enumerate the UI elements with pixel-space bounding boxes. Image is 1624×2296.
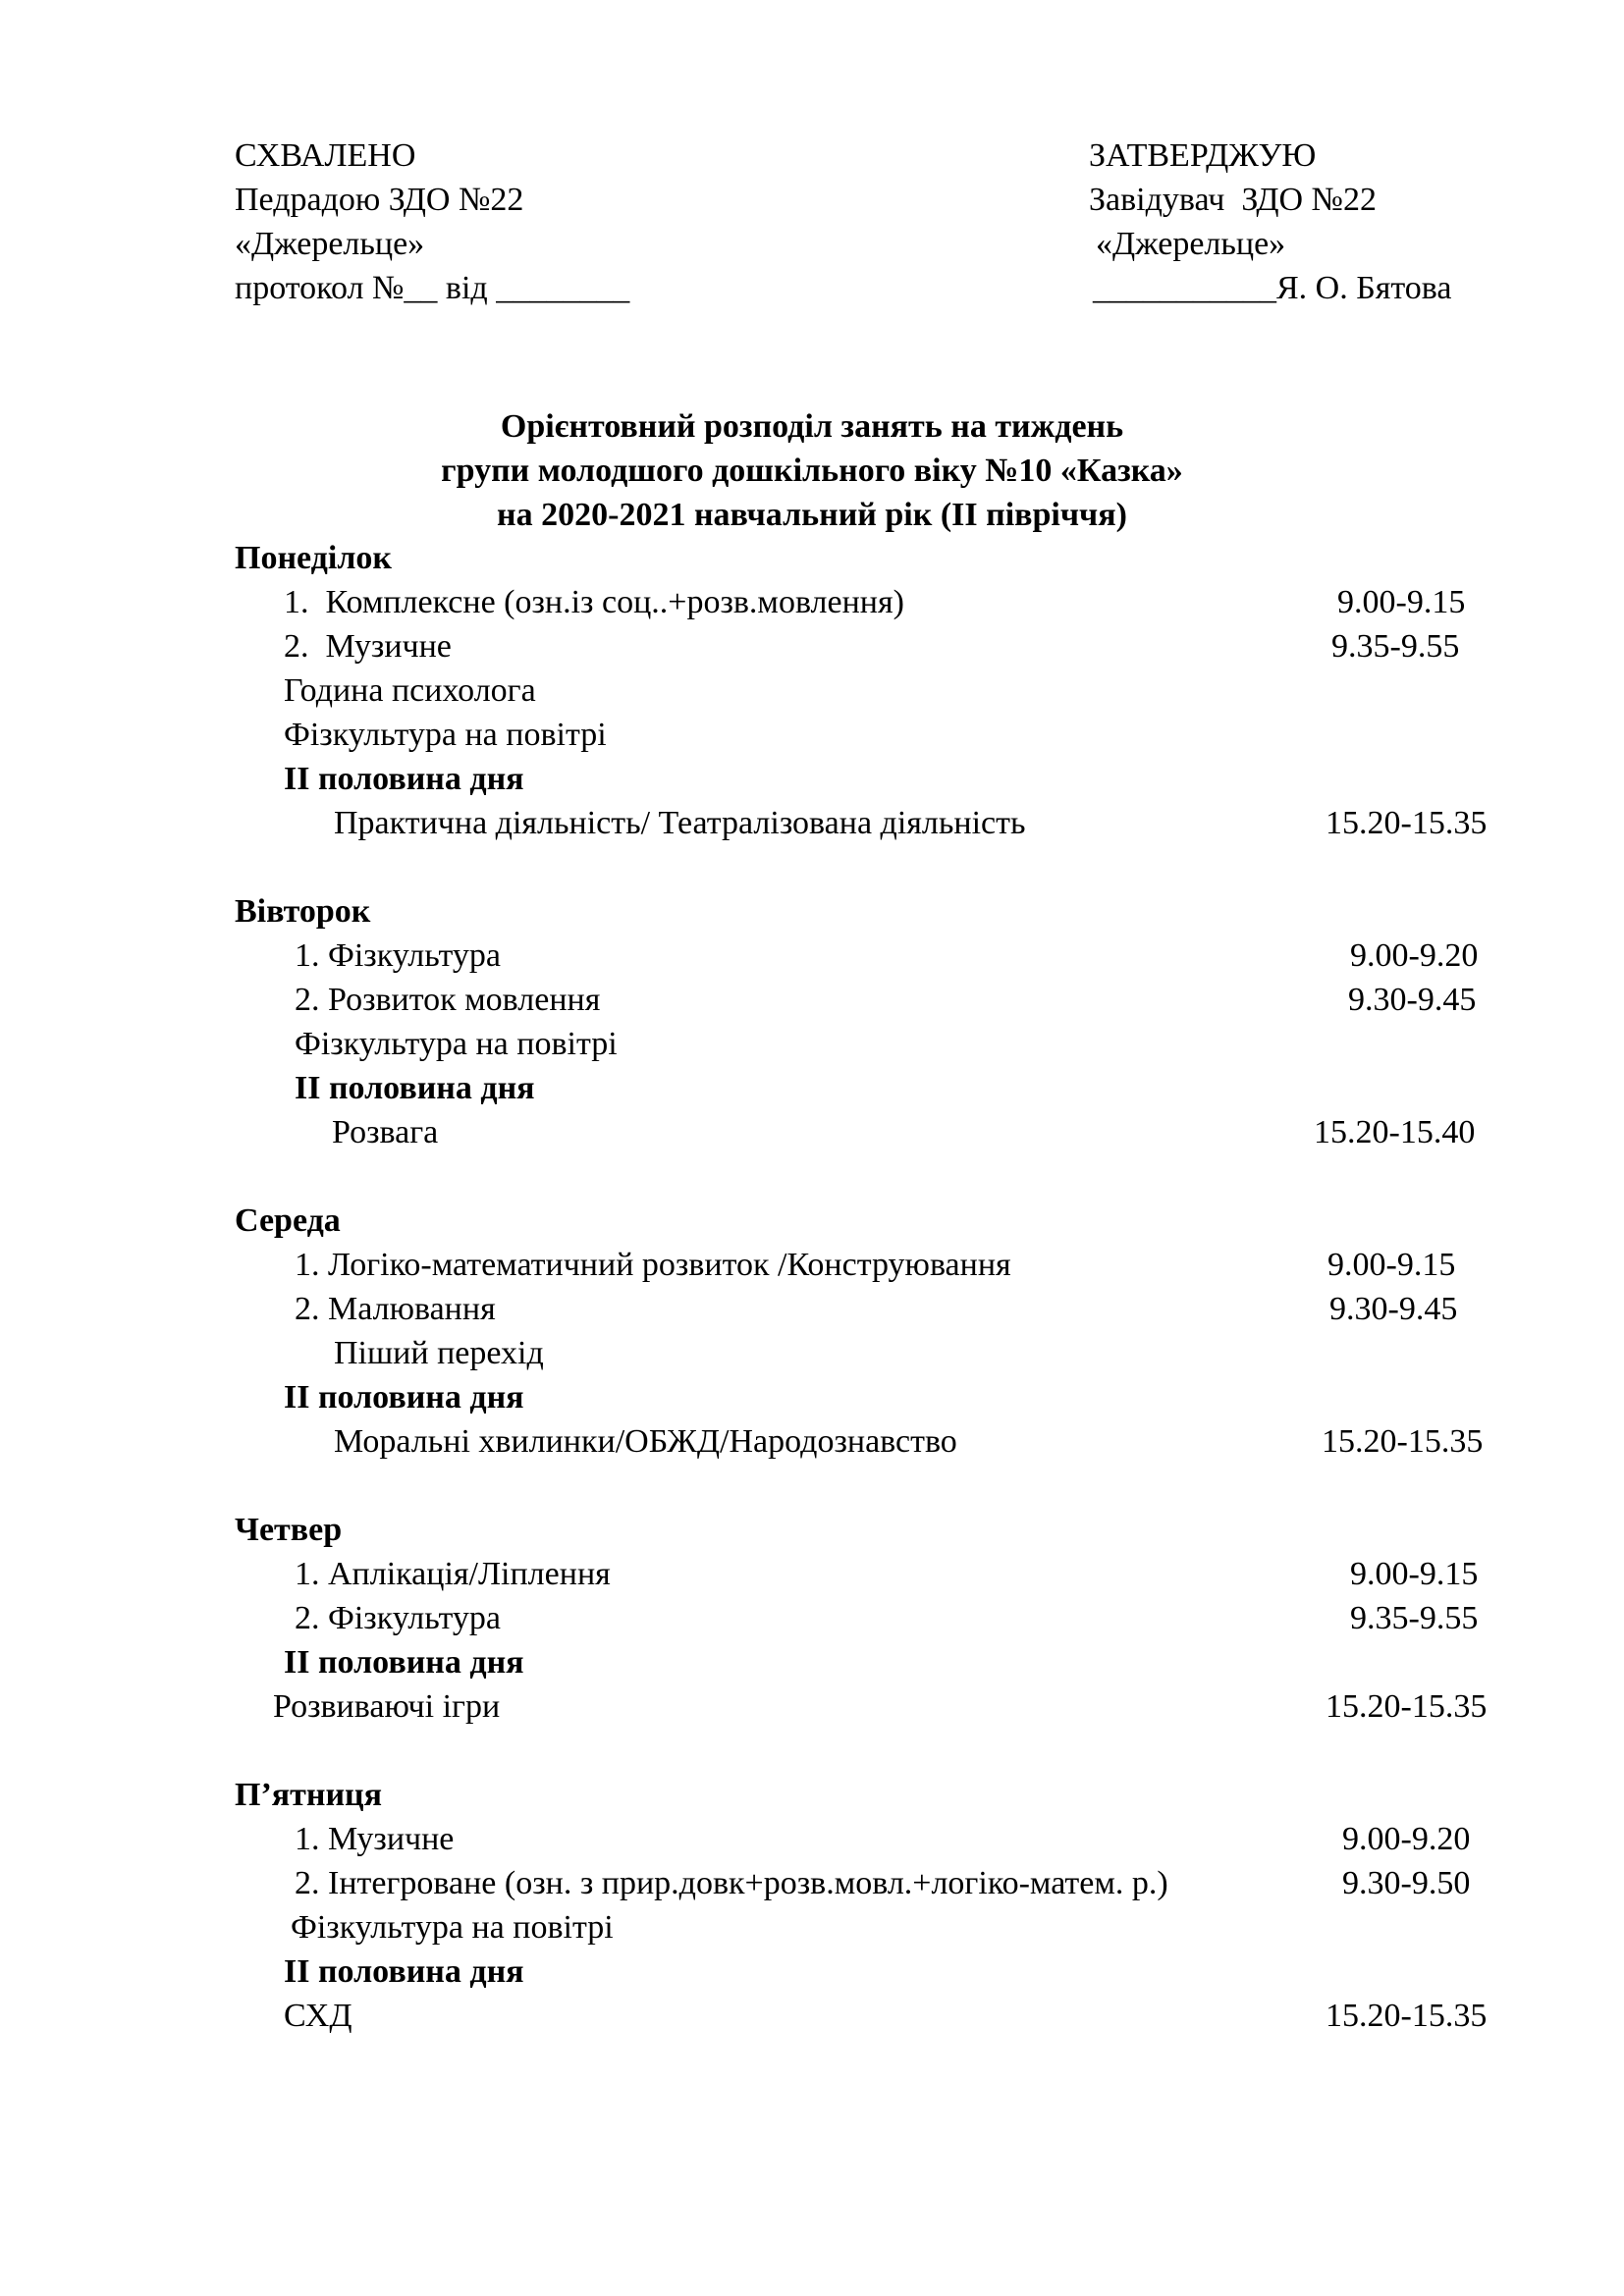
approval-heading: СХВАЛЕНО (235, 137, 416, 174)
lesson-time: 9.30-9.45 (1329, 1291, 1458, 1327)
confirmation-heading: ЗАТВЕРДЖУЮ (1089, 137, 1317, 174)
title-line-2: групи молодшого дошкільного віку №10 «Казка» (441, 453, 1183, 489)
lesson-time: 9.00-9.20 (1342, 1821, 1471, 1857)
afternoon-item: СХД (284, 1998, 352, 2034)
day-heading: Четвер (235, 1512, 343, 1548)
lesson-item: 1. Музичне (295, 1821, 455, 1857)
day-heading: Вівторок (235, 893, 371, 930)
activity-item: Фізкультура на повітрі (291, 1909, 614, 1946)
afternoon-time: 15.20-15.35 (1326, 805, 1488, 841)
lesson-item: 1. Аплікація/Ліплення (295, 1556, 611, 1592)
title-line-3: на 2020-2021 навчальний рік (ІІ півріччя) (497, 497, 1127, 533)
second-half-heading: ІІ половина дня (284, 761, 524, 797)
afternoon-time: 15.20-15.35 (1326, 1688, 1488, 1725)
afternoon-item: Моральні хвилинки/ОБЖД/Народознавство (334, 1423, 957, 1460)
lesson-item: 2. Малювання (295, 1291, 496, 1327)
lesson-time: 9.35-9.55 (1331, 628, 1460, 665)
afternoon-item: Розвиваючі ігри (273, 1688, 501, 1725)
lesson-time: 9.00-9.15 (1327, 1247, 1456, 1283)
lesson-item: 1. Фізкультура (295, 937, 501, 974)
second-half-heading: ІІ половина дня (295, 1070, 535, 1106)
activity-item: Піший перехід (334, 1335, 544, 1371)
afternoon-time: 15.20-15.40 (1314, 1114, 1476, 1150)
afternoon-time: 15.20-15.35 (1322, 1423, 1484, 1460)
afternoon-time: 15.20-15.35 (1326, 1998, 1488, 2034)
approval-institution: «Джерельце» (235, 226, 425, 262)
day-heading: П’ятниця (235, 1777, 383, 1813)
lesson-time: 9.00-9.20 (1350, 937, 1479, 974)
lesson-item: 1. Комплексне (озн.із соц..+розв.мовлення) (284, 584, 904, 620)
lesson-item: 2. Фізкультура (295, 1600, 501, 1636)
activity-item: Фізкультура на повітрі (295, 1026, 618, 1062)
lesson-item: 1. Логіко-математичний розвиток /Конструювання (295, 1247, 1011, 1283)
day-heading: Середа (235, 1202, 341, 1239)
confirmation-signature: ___________Я. О. Бятова (1093, 270, 1452, 306)
confirmation-position: Завідувач ЗДО №22 (1089, 182, 1378, 218)
lesson-item: 2. Музичне (284, 628, 452, 665)
second-half-heading: ІІ половина дня (284, 1379, 524, 1415)
approval-protocol: протокол №__ від ________ (235, 270, 630, 306)
confirmation-institution: «Джерельце» (1096, 226, 1286, 262)
activity-item: Година психолога (284, 672, 536, 709)
title-line-1: Орієнтовний розподіл занять на тиждень (500, 408, 1124, 445)
day-heading: Понеділок (235, 540, 392, 576)
lesson-item: 2. Інтегроване (озн. з прир.довк+розв.мовл.+логіко-матем. р.) (295, 1865, 1168, 1901)
lesson-item: 2. Розвиток мовлення (295, 982, 601, 1018)
afternoon-item: Практична діяльність/ Театралізована діяльність (334, 805, 1026, 841)
lesson-time: 9.30-9.45 (1348, 982, 1477, 1018)
lesson-time: 9.00-9.15 (1350, 1556, 1479, 1592)
afternoon-item: Розвага (332, 1114, 439, 1150)
lesson-time: 9.30-9.50 (1342, 1865, 1471, 1901)
lesson-time: 9.35-9.55 (1350, 1600, 1479, 1636)
approval-body: Педрадою ЗДО №22 (235, 182, 524, 218)
second-half-heading: ІІ половина дня (284, 1953, 524, 1990)
lesson-time: 9.00-9.15 (1337, 584, 1466, 620)
second-half-heading: ІІ половина дня (284, 1644, 524, 1681)
activity-item: Фізкультура на повітрі (284, 717, 607, 753)
